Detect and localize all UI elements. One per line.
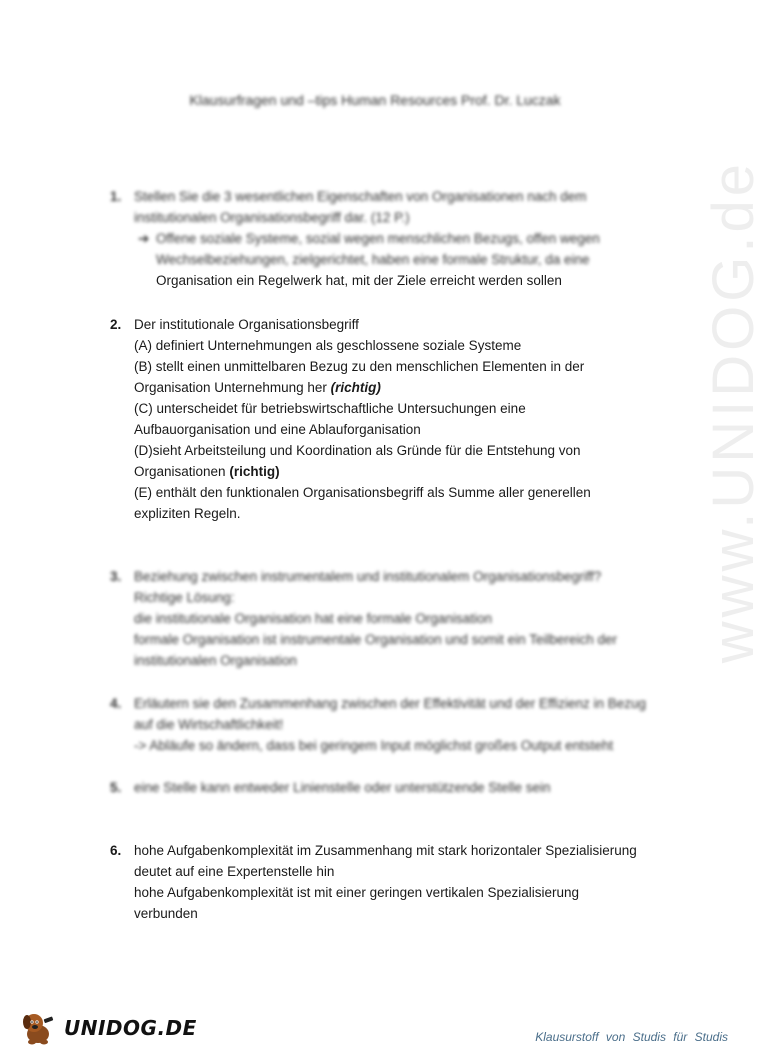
document-title: Klausurfragen und –tips Human Resources Prof. Dr. Luczak <box>189 92 561 108</box>
question-number: 6. <box>110 843 122 858</box>
question-text: Erläutern sie den Zusammenhang zwischen der Effektivität und der Effizienz in Bezug <box>134 696 647 711</box>
option-a: (A) definiert Unternehmungen als geschlossene soziale Systeme <box>134 338 522 353</box>
question-text: die institutionale Organisation hat eine formale Organisation <box>134 611 492 626</box>
question-number: 1. <box>110 189 122 204</box>
answer-1 <box>110 228 670 291</box>
question-text: hohe Aufgabenkomplexität im Zusammenhang mit stark horizontaler Spezialisierung <box>134 843 637 858</box>
question-text: Stellen Sie die 3 wesentlichen Eigenschaften von Organisationen nach dem <box>134 189 587 204</box>
question-text: formale Organisation ist instrumentale Organisation und somit ein Teilbereich der <box>134 632 617 647</box>
answer-text: Offene soziale Systeme, sozial wegen menschlichen Bezugs, offen wegen <box>156 231 600 246</box>
question-number: 2. <box>110 317 122 332</box>
question-1 <box>110 186 670 228</box>
question-number: 5. <box>110 780 122 795</box>
question-6 <box>110 840 670 924</box>
question-heading: Der institutionale Organisationsbegriff <box>134 317 359 332</box>
question-text: hohe Aufgabenkomplexität ist mit einer geringen vertikalen Spezialisierung <box>134 885 580 900</box>
unidog-logo[interactable] <box>20 1010 197 1046</box>
option-d-text: Organisationen <box>134 464 226 479</box>
option-e-cont: expliziten Regeln. <box>134 506 241 521</box>
question-text: -> Abläufe so ändern, dass bei geringem Input möglichst großes Output entsteht <box>134 738 614 753</box>
answer-text: Organisation ein Regelwerk hat, mit der Ziele erreicht werden sollen <box>156 273 562 288</box>
question-text: Richtige Lösung: <box>134 590 235 605</box>
question-text: auf die Wirtschaftlichkeit! <box>134 717 284 732</box>
question-number: 4. <box>110 696 122 711</box>
question-text: institutionalen Organisationsbegriff dar. (12 P.) <box>134 210 410 225</box>
arrow-right-icon: ➔ <box>138 231 150 246</box>
footer-tagline: Klausurstoff von Studis für Studis <box>535 1030 728 1044</box>
dog-icon <box>20 1010 60 1046</box>
option-b-text: Organisation Unternehmung her <box>134 380 327 395</box>
question-number: 3. <box>110 569 122 584</box>
logo-text: UNIDOG.DE <box>64 1016 197 1040</box>
option-c-cont: Aufbauorganisation und eine Ablauforganisation <box>134 422 421 437</box>
correct-mark: (richtig) <box>330 380 381 395</box>
question-text: eine Stelle kann entweder Linienstelle oder unterstützende Stelle sein <box>134 780 551 795</box>
question-text: deutet auf eine Expertenstelle hin <box>134 864 335 879</box>
question-text: institutionalen Organisation <box>134 653 297 668</box>
question-text: verbunden <box>134 906 198 921</box>
question-4 <box>110 693 670 756</box>
option-b: (B) stellt einen unmittelbaren Bezug zu den menschlichen Elementen in der <box>134 359 585 374</box>
option-b-cont <box>134 377 670 398</box>
question-5 <box>110 777 670 798</box>
answer-text: Wechselbeziehungen, zielgerichtet, haben eine formale Struktur, da eine <box>156 252 590 267</box>
option-c: (C) unterscheidet für betriebswirtschaftliche Untersuchungen eine <box>134 401 526 416</box>
question-3 <box>110 566 670 671</box>
question-text: Beziehung zwischen instrumentalem und institutionalem Organisationsbegriff? <box>134 569 602 584</box>
watermark: www.UNIDOG.de <box>701 160 766 664</box>
option-e: (E) enthält den funktionalen Organisationsbegriff als Summe aller generellen <box>134 485 591 500</box>
correct-mark: (richtig) <box>229 464 280 479</box>
option-d-cont <box>134 461 670 482</box>
question-2 <box>110 314 670 524</box>
option-d: (D)sieht Arbeitsteilung und Koordination als Gründe für die Entstehung von <box>134 443 581 458</box>
